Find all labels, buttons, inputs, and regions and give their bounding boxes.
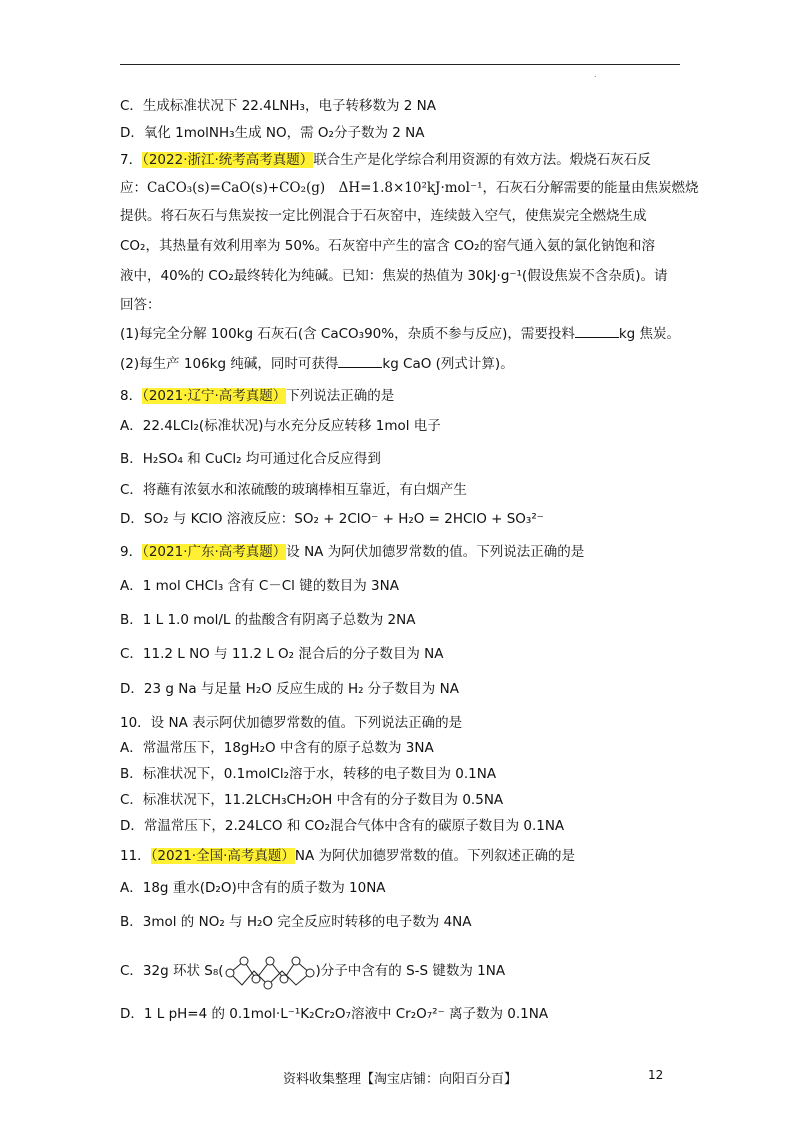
q11-option-c <box>120 948 505 994</box>
q7-number: 7． <box>120 152 143 168</box>
q8-text: 下列说法正确的是 <box>286 388 395 404</box>
q10-option-c: C．标准状况下，11.2LCH₃CH₂OH 中含有的分子数目为 0.5NA <box>120 792 504 808</box>
q11-option-a: A．18g 重水(D₂O)中含有的质子数为 10NA <box>120 880 386 896</box>
q9-stem <box>120 542 584 562</box>
q11-number: 11． <box>120 848 151 864</box>
q8-option-c: C．将蘸有浓氨水和浓硫酸的玻璃棒相互靠近，有白烟产生 <box>120 482 467 498</box>
q7-line-3: 提供。将石灰石与焦炭按一定比例混合于石灰窑中，连续鼓入空气，使焦炭完全燃烧生成 <box>120 208 647 224</box>
q7-sub-2-unit: kg CaO (列式计算)。 <box>382 356 514 372</box>
q11-option-c-text-2: )分子中含有的 S-S 键数为 1NA <box>315 963 506 979</box>
q8-source-tag: （2021·辽宁·高考真题） <box>142 388 287 404</box>
q7-line-2: 应：CaCO₃(s)=CaO(s)+CO₂(g) ΔH=1.8×10²kJ·mol⁻¹，石灰石分解需要的能量由焦炭燃烧 <box>120 180 699 196</box>
q9-text: 设 NA 为阿伏加德罗常数的值。下列说法正确的是 <box>286 544 585 560</box>
q10-option-d: D．常温常压下，2.24LCO 和 CO₂混合气体中含有的碳原子数目为 0.1NA <box>120 818 565 834</box>
page-number: 12 <box>648 1068 664 1082</box>
q7-sub-1-text: (1)每完全分解 100kg 石灰石(含 CaCO₃90%，杂质不参与反应)，需要投料 <box>120 326 575 342</box>
q8-stem <box>120 386 394 406</box>
footer-text: 资料收集整理【淘宝店铺：向阳百分百】 <box>282 1072 517 1087</box>
header-rule <box>120 64 680 65</box>
q8-option-d: D．SO₂ 与 KClO 溶液反应：SO₂ + 2ClO⁻ + H₂O = 2HClO + SO₃²⁻ <box>120 511 544 527</box>
q7-text: 联合生产是化学综合利用资源的有效方法。煅烧石灰石反 <box>313 152 651 168</box>
q7-line-1 <box>120 150 651 170</box>
q9-option-b: B．1 L 1.0 mol/L 的盐酸含有阴离子总数为 2NA <box>120 612 416 628</box>
header-dot: . <box>594 70 597 79</box>
q11-stem <box>120 846 575 866</box>
q11-option-c-text-1: C．32g 环状 S₈( <box>120 963 224 979</box>
q11-option-d: D．1 L pH=4 的 0.1mol·L⁻¹K₂Cr₂O₇溶液中 Cr₂O₇²⁻ 离子数为 0.1NA <box>120 1006 549 1022</box>
q7-line-6: 回答： <box>120 297 161 313</box>
q9-number: 9． <box>120 544 143 560</box>
q7-sub-1-unit: kg 焦炭。 <box>618 326 681 342</box>
q7-line-5: 液中，40%的 CO₂最终转化为纯碱。已知：焦炭的热值为 30kJ·g⁻¹(假设焦炭不含杂质)。请 <box>120 268 668 284</box>
q9-option-c: C．11.2 L NO 与 11.2 L O₂ 混合后的分子数目为 NA <box>120 646 444 662</box>
q6-option-c: C．生成标准状况下 22.4LNH₃，电子转移数为 2 NA <box>120 98 436 114</box>
q11-source-tag: （2021·全国·高考真题） <box>150 848 295 864</box>
s8-ring-diagram <box>224 951 316 991</box>
q11-text: NA 为阿伏加德罗常数的值。下列叙述正确的是 <box>294 848 576 864</box>
q8-number: 8． <box>120 388 143 404</box>
q11-option-b: B．3mol 的 NO₂ 与 H₂O 完全反应时转移的电子数为 4NA <box>120 914 472 930</box>
q9-option-a: A．1 mol CHCl₃ 含有 C－Cl 键的数目为 3NA <box>120 578 399 594</box>
q9-source-tag: （2021·广东·高考真题） <box>142 544 287 560</box>
q7-sub-2 <box>120 354 514 374</box>
q7-sub-1-blank <box>575 325 619 338</box>
q7-source-tag: （2022·浙江·统考高考真题） <box>142 152 314 168</box>
q7-sub-1 <box>120 324 680 344</box>
q7-line-4: CO₂，其热量有效利用率为 50%。石灰窑中产生的富含 CO₂的窑气通入氨的氯化钠饱和溶 <box>120 238 656 254</box>
q6-option-d: D．氧化 1molNH₃生成 NO，需 O₂分子数为 2 NA <box>120 125 425 141</box>
q10-stem: 10．设 NA 表示阿伏加德罗常数的值。下列说法正确的是 <box>120 715 463 731</box>
q8-option-a: A．22.4LCl₂(标准状况)与水充分反应转移 1mol 电子 <box>120 418 441 434</box>
q7-sub-2-blank <box>338 355 382 368</box>
q7-sub-2-text: (2)每生产 106kg 纯碱，同时可获得 <box>120 356 339 372</box>
q10-option-b: B．标准状况下，0.1molCl₂溶于水，转移的电子数目为 0.1NA <box>120 766 497 782</box>
q8-option-b: B．H₂SO₄ 和 CuCl₂ 均可通过化合反应得到 <box>120 451 381 467</box>
q10-option-a: A．常温常压下，18gH₂O 中含有的原子总数为 3NA <box>120 740 434 756</box>
q9-option-d: D．23 g Na 与足量 H₂O 反应生成的 H₂ 分子数目为 NA <box>120 681 459 697</box>
